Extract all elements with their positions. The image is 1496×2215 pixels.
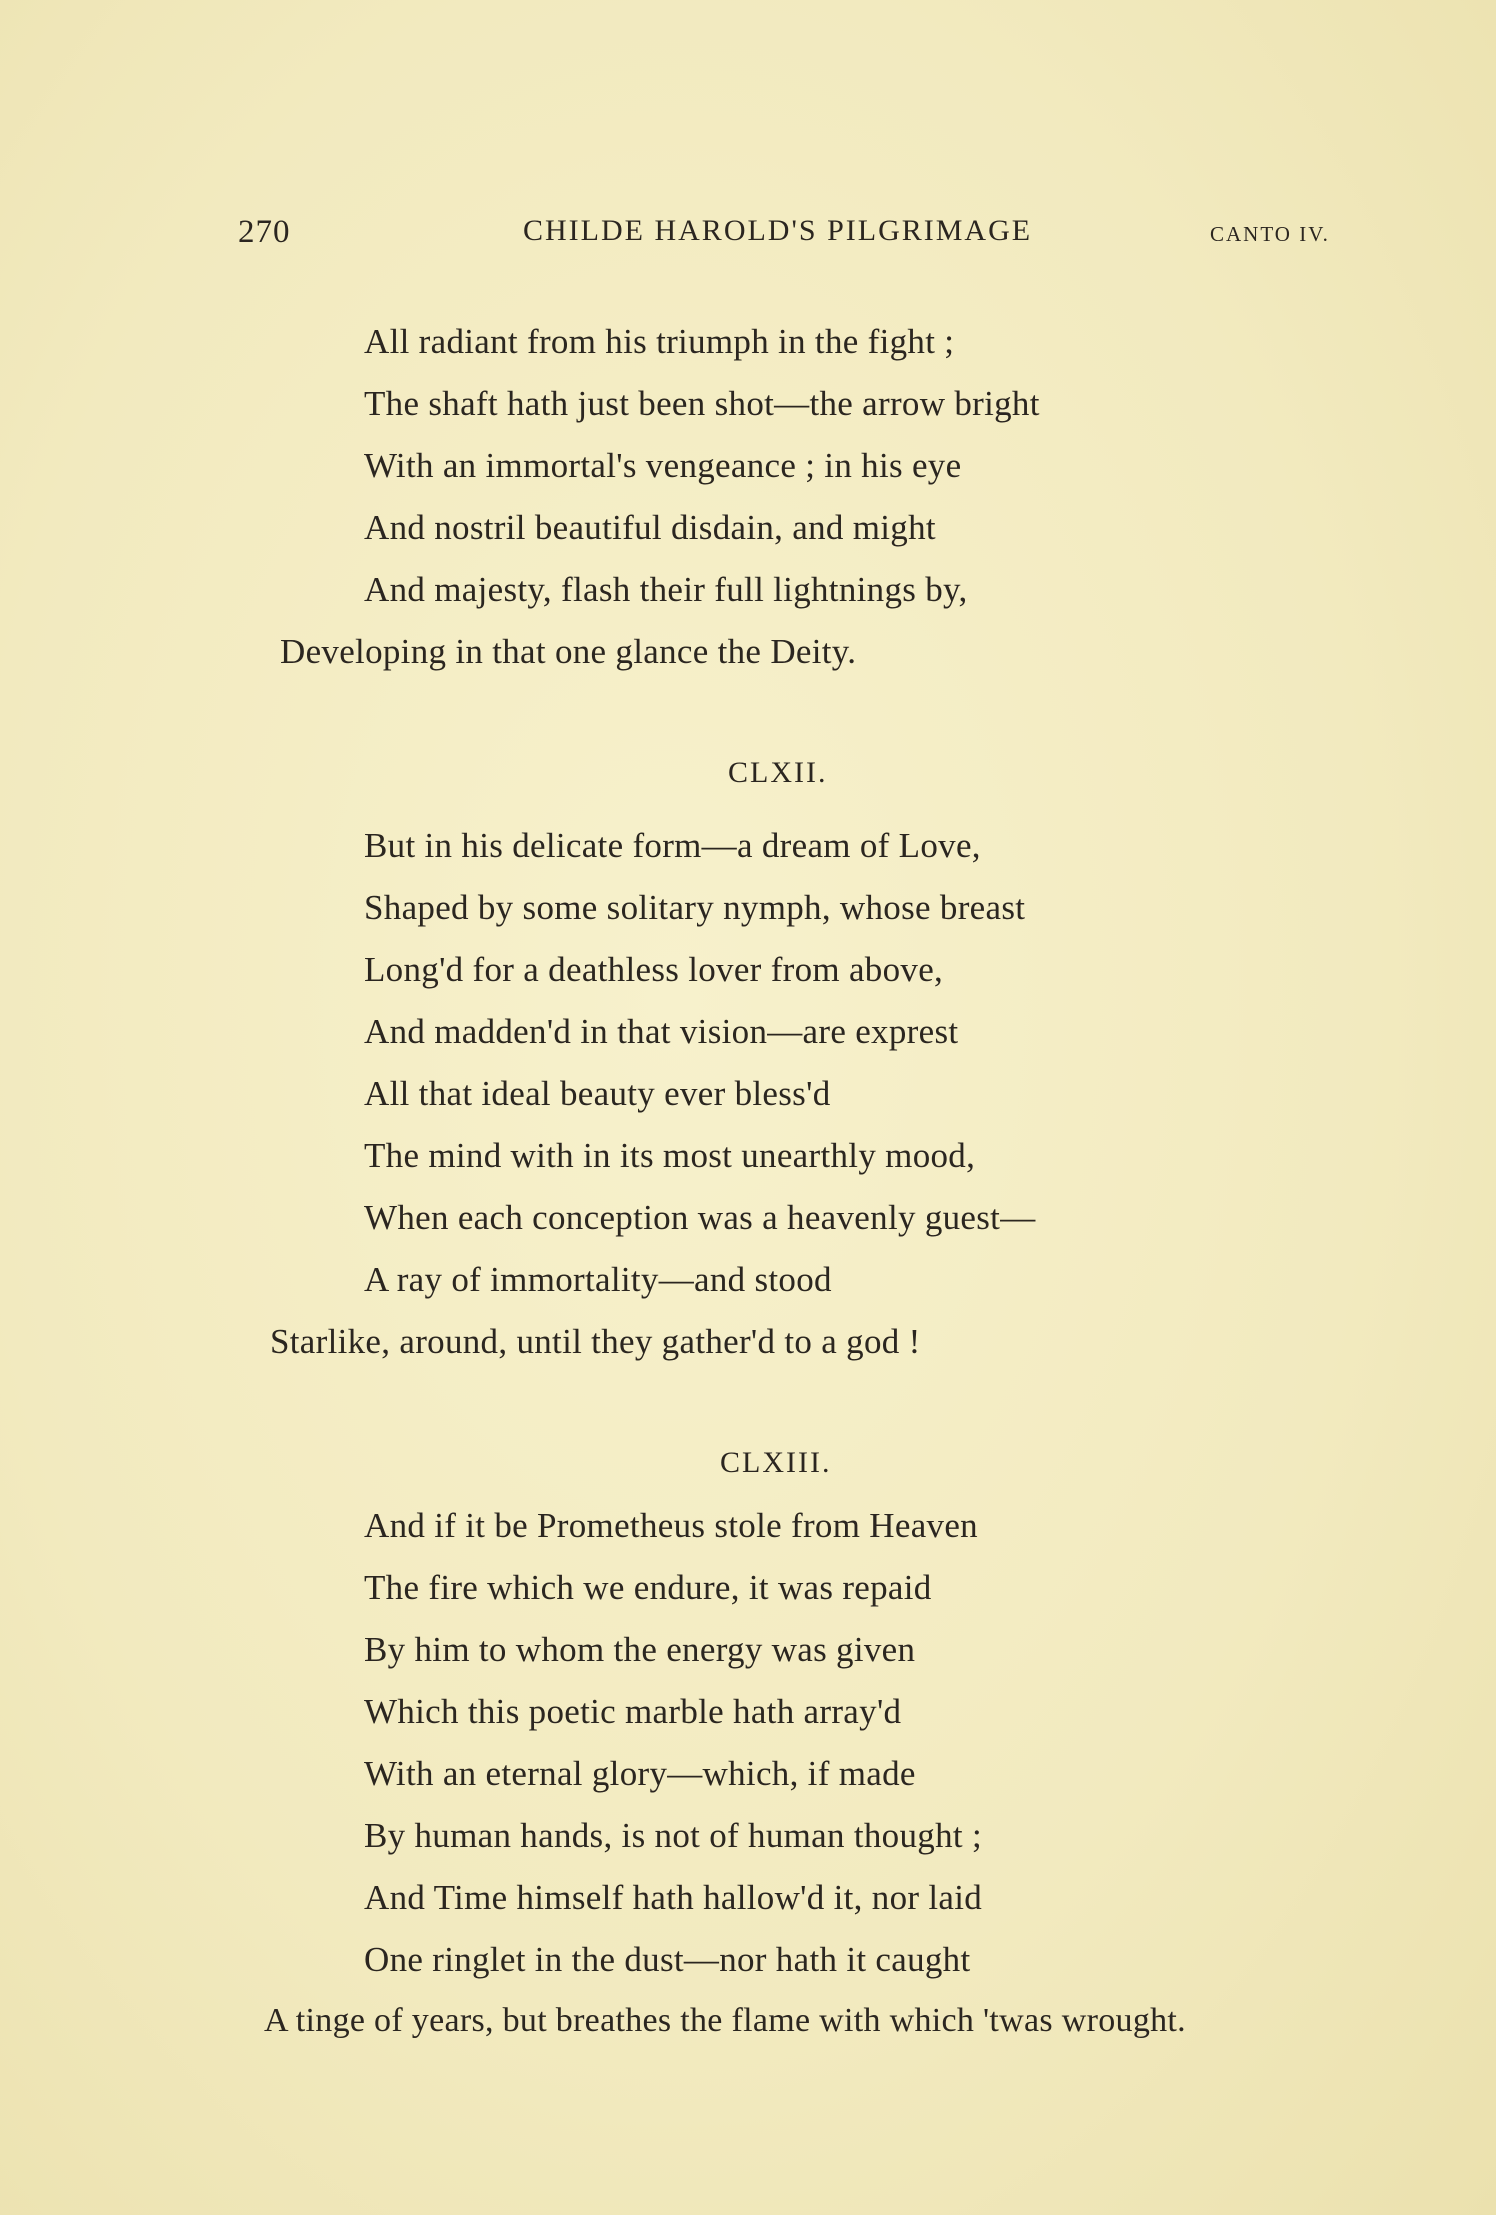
stanza-number: CLXII. bbox=[728, 756, 828, 789]
verse-line: By human hands, is not of human thought ; bbox=[364, 1816, 982, 1855]
stanza-number: CLXIII. bbox=[720, 1446, 832, 1479]
verse-line: And nostril beautiful disdain, and might bbox=[364, 508, 936, 547]
verse-line: One ringlet in the dust—nor hath it caught bbox=[364, 1940, 971, 1979]
verse-line: But in his delicate form—a dream of Love, bbox=[364, 826, 981, 865]
verse-line: The fire which we endure, it was repaid bbox=[364, 1568, 932, 1607]
verse-line: With an immortal's vengeance ; in his eye bbox=[364, 446, 962, 485]
book-title: CHILDE HAROLD'S PILGRIMAGE bbox=[523, 214, 1033, 247]
verse-line-final: A tinge of years, but breathes the flame with which 'twas wrought. bbox=[264, 2002, 1186, 2039]
verse-line: And Time himself hath hallow'd it, nor laid bbox=[364, 1878, 983, 1917]
verse-line: With an eternal glory—which, if made bbox=[364, 1754, 916, 1793]
verse-line: By him to whom the energy was given bbox=[364, 1630, 916, 1669]
verse-line: And madden'd in that vision—are exprest bbox=[364, 1012, 959, 1051]
running-head bbox=[238, 214, 1348, 258]
verse-line: A ray of immortality—and stood bbox=[364, 1260, 832, 1299]
verse-line: Which this poetic marble hath array'd bbox=[364, 1692, 902, 1731]
verse-line: The shaft hath just been shot—the arrow bright bbox=[364, 384, 1040, 423]
canto-label: CANTO IV. bbox=[1210, 222, 1330, 246]
verse-line: Long'd for a deathless lover from above, bbox=[364, 950, 944, 989]
verse-line: Shaped by some solitary nymph, whose breast bbox=[364, 888, 1026, 927]
verse-line: And if it be Prometheus stole from Heaven bbox=[364, 1506, 978, 1545]
verse-line: All that ideal beauty ever bless'd bbox=[364, 1074, 831, 1113]
verse-line-final: Developing in that one glance the Deity. bbox=[280, 632, 857, 671]
verse-line: And majesty, flash their full lightnings by, bbox=[364, 570, 968, 609]
verse-line: When each conception was a heavenly guest— bbox=[364, 1198, 1036, 1237]
verse-line: All radiant from his triumph in the fight ; bbox=[364, 322, 955, 361]
page-number: 270 bbox=[238, 214, 291, 250]
verse-line: The mind with in its most unearthly mood, bbox=[364, 1136, 976, 1175]
verse-line-final: Starlike, around, until they gather'd to a god ! bbox=[270, 1322, 921, 1361]
